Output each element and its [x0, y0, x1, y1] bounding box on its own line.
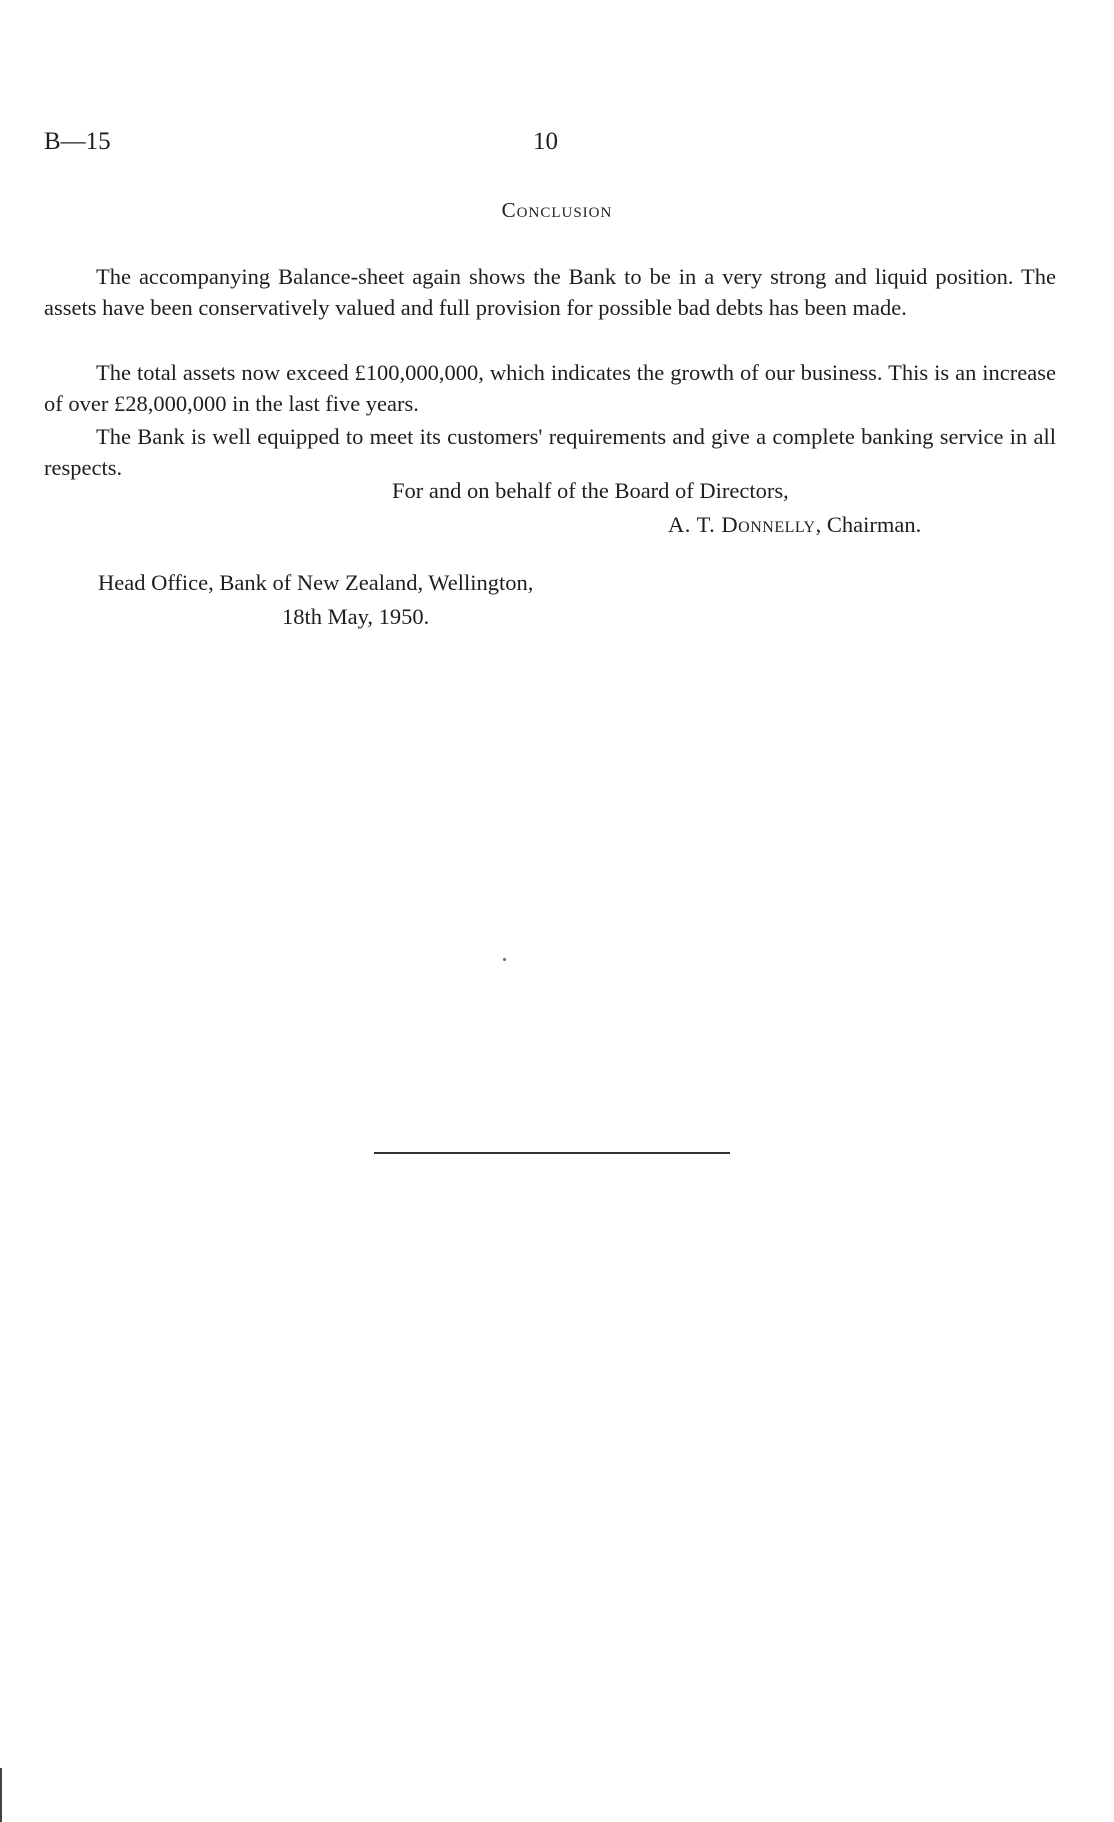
paragraph-banking-service: The Bank is well equipped to meet its customers' requirements and give a complete banking service in all respects.: [44, 423, 1056, 480]
paragraph-total-assets: The total assets now exceed £100,000,000, which indicates the growth of our business. This is an increase of over £28,000,000 in the last five years.: [44, 359, 1056, 416]
signatory-title: Chairman.: [826, 512, 922, 537]
scan-margin-mark: [0, 1768, 2, 1822]
address-line-1: Head Office, Bank of New Zealand, Wellington,: [98, 570, 534, 595]
end-rule-divider: [374, 1152, 730, 1154]
page-number: 10: [533, 128, 558, 155]
signatory-name: A. T. Donnelly: [668, 512, 816, 537]
signature-intro: For and on behalf of the Board of Directors,: [392, 478, 789, 503]
address-date: 18th May, 1950.: [282, 604, 430, 629]
document-code: B—15: [44, 128, 111, 155]
print-speck: [503, 958, 506, 961]
paragraph-balance-sheet: The accompanying Balance-sheet again shows the Bank to be in a very strong and liquid position. The assets have been conservatively valued and full provision for possible bad debts has been made.: [44, 263, 1056, 320]
signature-line: A. T. Donnelly, Chairman.: [668, 512, 922, 537]
section-heading: Conclusion: [501, 198, 613, 222]
